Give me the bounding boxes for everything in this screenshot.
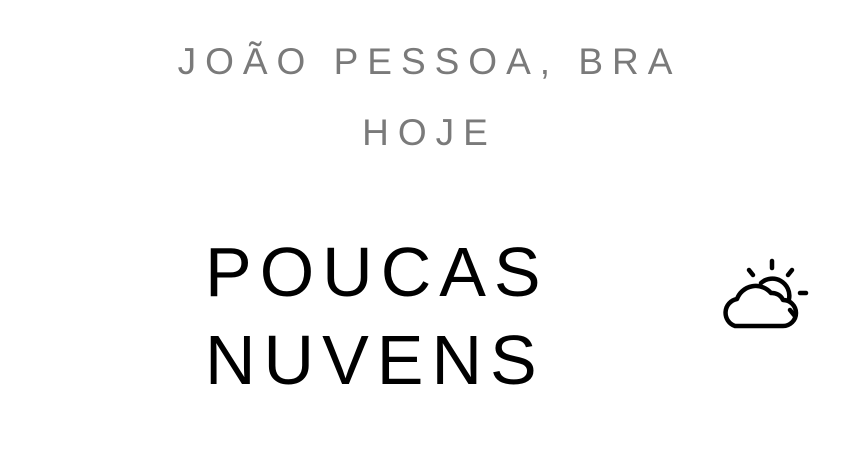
location-label: JOÃO PESSOA, BRA xyxy=(177,41,682,82)
partly-cloudy-icon xyxy=(715,255,810,335)
condition-line-1: POUCAS xyxy=(205,233,549,311)
condition-line-2: NUVENS xyxy=(205,321,545,399)
weather-condition xyxy=(205,228,549,404)
day-label: HOJE xyxy=(362,112,497,153)
